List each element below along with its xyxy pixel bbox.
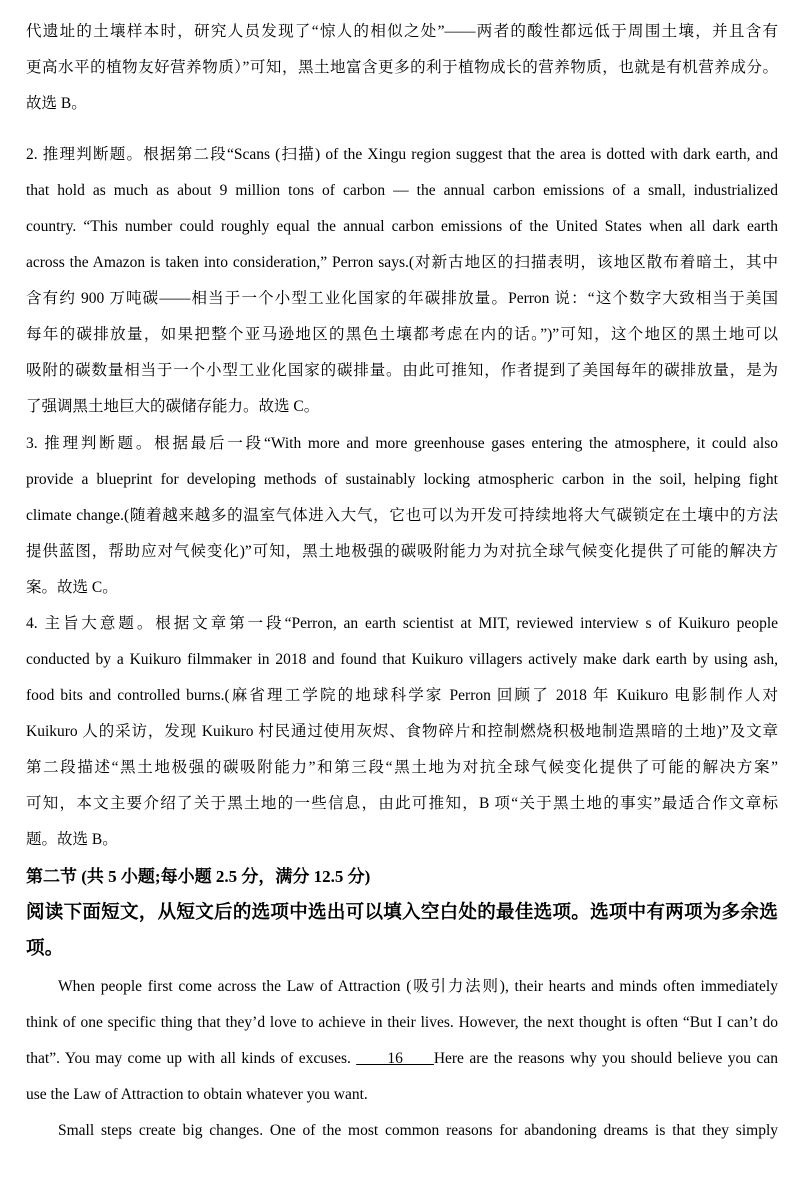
passage-text: that”. You may come up with all kinds of excuses. (26, 1050, 357, 1067)
text-line: 吸附的碳数量相当于一个小型工业化国家的碳排量。由此可推知，作者提到了美国每年的碳排放量，是为 (26, 362, 778, 379)
text-line: provide a blueprint for developing methods of sustainably locking atmospheric carbon in the soil, helping fight (26, 471, 778, 488)
text-line: climate change.(随着越来越多的温室气体进入大气，它也可以为开发可持续地将大气碳锁定在土壤中的方法 (26, 507, 778, 524)
text-line: food bits and controlled burns.(麻省理工学院的地球科学家 Perron 回顾了 2018 年 Kuikuro 电影制作人对 (26, 687, 778, 704)
text-line: 4. 主旨大意题。根据文章第一段“Perron, an earth scientist at MIT, reviewed interview s of Kuikuro people (26, 615, 778, 632)
passage-line: When people first come across the Law of Attraction (吸引力法则), their hearts and minds often immediately (58, 978, 778, 995)
text-line: conducted by a Kuikuro filmmaker in 2018 and found that Kuikuro villagers actively make dark earth by using ash, (26, 651, 778, 668)
text-line: 提供蓝图，帮助应对气候变化)”可知，黑土地极强的碳吸附能力为对抗全球气候变化提供了可能的解决方 (26, 543, 778, 560)
section-heading: 第二节 (共 5 小题;每小题 2.5 分，满分 12.5 分) (26, 867, 371, 886)
text-line: 3. 推理判断题。根据最后一段“With more and more greenhouse gases entering the atmosphere, it could also (26, 435, 778, 452)
text-line: 更高水平的植物友好营养物质）”可知，黑土地富含更多的利于植物成长的营养物质，也就是有机营养成分。 (26, 59, 778, 76)
text-line: 含有约 900 万吨碳——相当于一个小型工业化国家的年碳排放量。Perron 说：“这个数字大致相当于美国 (26, 290, 778, 307)
passage-line: Small steps create big changes. One of the most common reasons for abandoning dreams is that they simply (58, 1122, 778, 1139)
text-line: 2. 推理判断题。根据第二段“Scans (扫描) of the Xingu region suggest that the area is dotted with dark earth, and (26, 146, 778, 163)
text-line: Kuikuro 人的采访，发现 Kuikuro 村民通过使用灰烬、食物碎片和控制燃烧积极地制造黑暗的土地)”及文章 (26, 723, 778, 740)
text-line: 可知，本文主要介绍了关于黑土地的一些信息，由此可推知，B 项“关于黑土地的事实”最适合作文章标 (26, 795, 778, 812)
passage-text: Here are the reasons why you should believe you can (433, 1050, 778, 1067)
passage-line: use the Law of Attraction to obtain whatever you want. (26, 1086, 368, 1103)
passage-line: think of one specific thing that they’d love to achieve in their lives. However, the next thought is often “But I can’t do (26, 1014, 778, 1031)
text-line: country. “This number could roughly equal the annual carbon emissions of the United States when all dark earth (26, 218, 778, 235)
text-line: 题。故选 B。 (26, 831, 118, 848)
instruction-heading-cont: 项。 (26, 939, 64, 959)
passage-line (26, 1041, 778, 1077)
blank-16: ____16____ (356, 1050, 434, 1067)
text-line: 故选 B。 (26, 95, 87, 112)
text-line: that hold as much as about 9 million tons of carbon — the annual carbon emissions of a small, industrialized (26, 182, 778, 199)
text-line: 代遗址的土壤样本时，研究人员发现了“惊人的相似之处”——两者的酸性都远低于周围土壤，并且含有 (26, 23, 778, 40)
text-line: across the Amazon is taken into consideration,” Perron says.(对新古地区的扫描表明，该地区散布着暗土，其中 (26, 254, 778, 271)
text-line: 每年的碳排放量，如果把整个亚马逊地区的黑色土壤都考虑在内的话。”)”可知，这个地区的黑土地可以 (26, 326, 778, 343)
text-line: 第二段描述“黑土地极强的碳吸附能力”和第三段“黑土地为对抗全球气候变化提供了可能的解决方案” (26, 759, 778, 776)
text-line: 了强调黑土地巨大的碳储存能力。故选 C。 (26, 398, 320, 415)
text-line: 案。故选 C。 (26, 579, 118, 596)
instruction-heading: 阅读下面短文，从短文后的选项中选出可以填入空白处的最佳选项。选项中有两项为多余选 (26, 903, 778, 923)
